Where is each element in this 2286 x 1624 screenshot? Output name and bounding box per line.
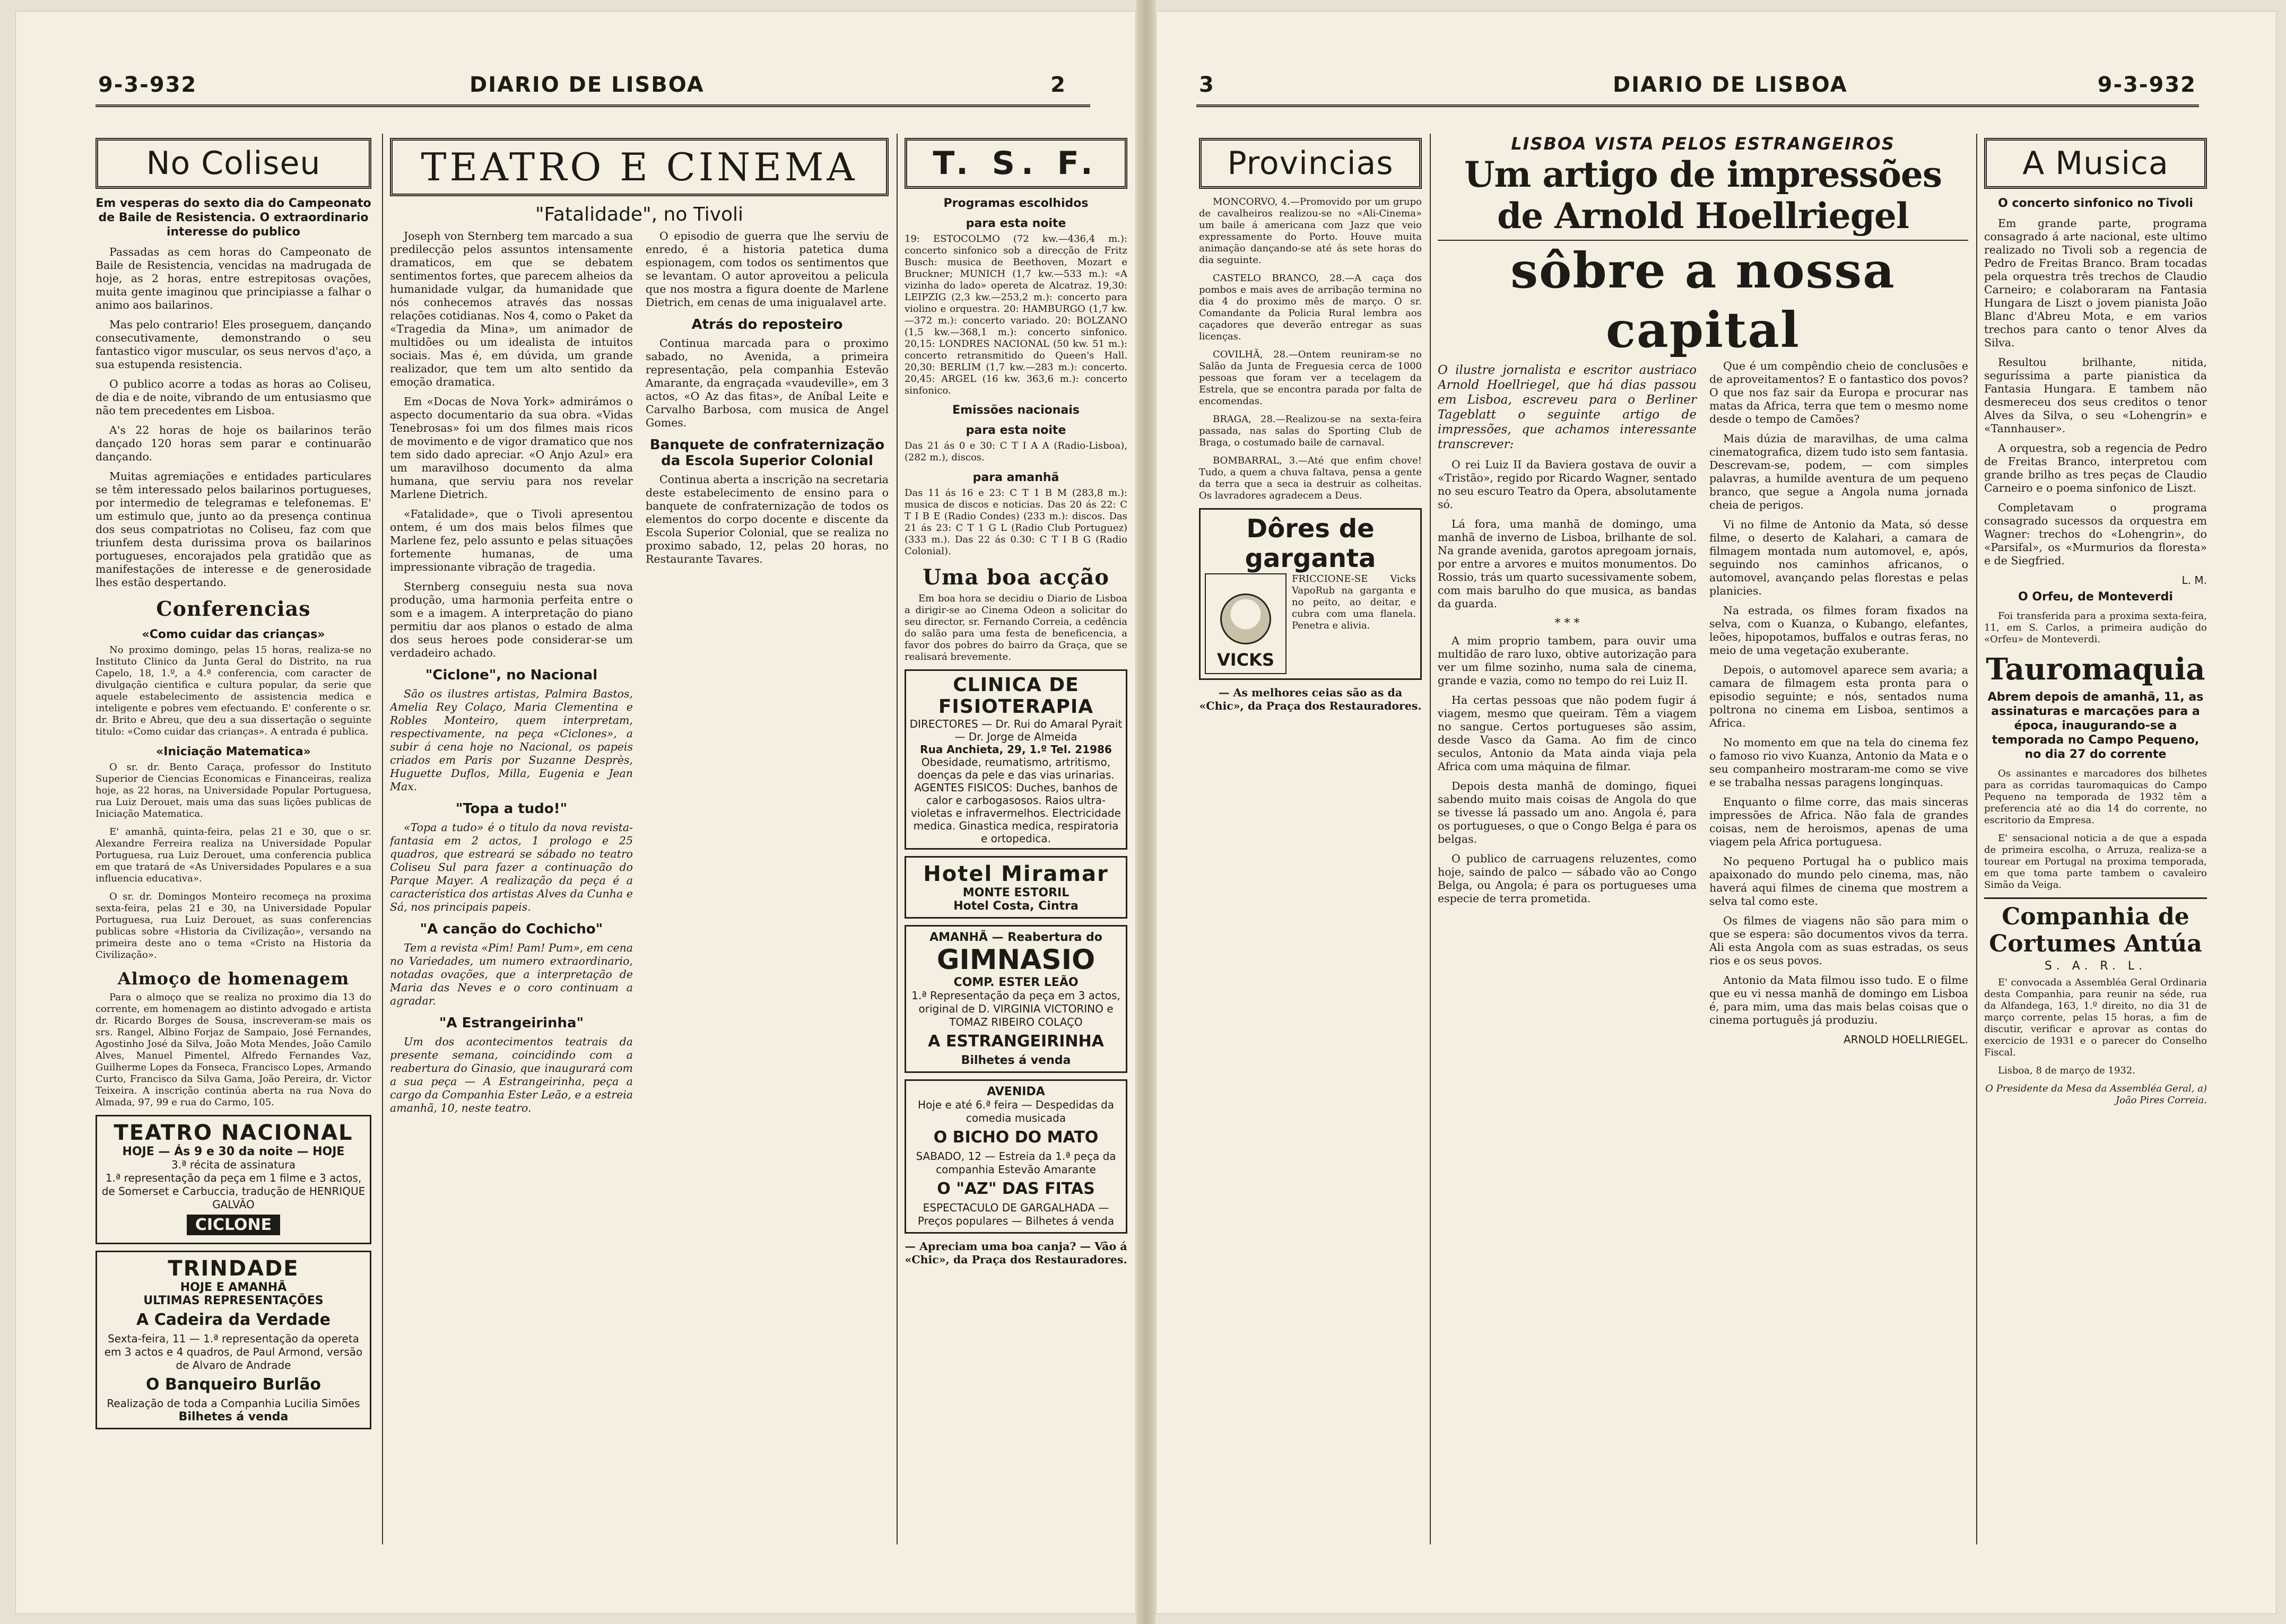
article-subcol-b — [1709, 360, 1968, 1046]
article-para: Antonio da Mata filmou isso tudo. E o filme que eu vi nessa manhã de domingo em Lisboa é, para mim, uma das mais belas coisas que o cinema português já produziu. — [1709, 974, 1968, 1026]
tauromaquia-subhead: Abrem depois de amanhã, 11, as assinaturas e marcações para a época, inaugurando-se a temporada no Campo Pequeno, no dia 27 do corrente — [1987, 691, 2204, 761]
orfeu-title: O Orfeu, de Monteverdi — [2018, 590, 2173, 604]
coliseu-title: No Coliseu — [146, 145, 321, 182]
estrangeirinha-text: Um dos acontecimentos teatrais da presente semana, coincidindo com a reabertura do Ginasio, que inaugurará com a sua peça — A Estrangeirinha, peça a cargo da Companhia Ester Leão, e a estreia amanhã, 10, neste teatro. — [390, 1035, 633, 1114]
header-title: DIARIO DE LISBOA — [1613, 73, 1848, 97]
av-foot: ESPECTACULO DE GARGALHADA — Preços populares — Bilhetes á venda — [917, 1201, 1115, 1227]
musica-para: A orquestra, sob a regencia de Pedro de Freitas Branco, interpretou com grande brilho as tres peças de Claudio Carneiro e o poema sinfonico de Liszt. — [1984, 442, 2207, 494]
article-subcol-a — [1438, 360, 1697, 1046]
tr-desc: Sexta-feira, 11 — 1.ª representação da opereta em 3 actos e 4 quadros, de Paul Armond, versão de Alvaro de Andrade — [104, 1332, 363, 1372]
coliseu-subhead: Em vesperas do sexto dia do Campeonato de Baile de Resistencia. O extraordinario interesse do publico — [95, 197, 371, 239]
companhia-sarl: S. A. R. L. — [2044, 959, 2147, 973]
clinica-address: Rua Anchieta, 29, 1.º Tel. 21986 — [920, 743, 1112, 756]
amanha-title: para amanhã — [972, 471, 1059, 484]
header-rule — [1196, 104, 2199, 107]
left-page — [16, 12, 1135, 1613]
prov-text: MONCORVO, 4.—Promovido por um grupo de cavalheiros realizou-se no «Ali-Cinema» um baile á americana com Jazz que veio expressamente do Porto. Houve muita animação dançando-se até ás sete horas do dia seguinte. — [1199, 196, 1422, 266]
companhia-title: Companhia de Cortumes Antúa — [1984, 897, 2207, 957]
teatro-nacional-ad — [95, 1115, 371, 1244]
left-col-tsf — [905, 134, 1127, 1555]
emis-text: Das 21 ás 0 e 30: C T I A A (Radio-Lisboa), (282 m.), discos. — [905, 440, 1127, 463]
right-col-musica — [1984, 134, 2207, 1555]
trindade-ad — [95, 1251, 371, 1429]
article-para: O rei Luiz II da Baviera gostava de ouvir a «Tristão», regido por Ricardo Wagner, sentado no seu escuro Teatro da Opera, absolutamente só. — [1438, 458, 1697, 511]
tsf-title: T. S. F. — [933, 145, 1099, 182]
tr-play2: O Banqueiro Burlão — [146, 1375, 321, 1394]
almoco-title: Almoço de homenagem — [117, 968, 350, 989]
tsf-box — [905, 138, 1127, 189]
ciclone-title: "Ciclone", no Nacional — [425, 667, 598, 683]
prog-text: 19: ESTOCOLMO (72 kw.—436,4 m.): concerto sinfonico sob a direcção de Fritz Busch: musica de Beethoven, Mozart e Bruckner; MUNICH (1,7 kw.—533 m.): «A vizinha do lado» opereta de Alcatraz. 19,30: LEIPZIG (2,3 kw.—253,2 m.): concerto para violino e orquestra. 20: HAMBURGO (1,7 kw.—372 m.): concerto variado. 20: BOLZANO (1,5 kw.—368,1 m.): concerto sinfonico. 20,15: LONDRES NACIONAL (50 kw. 51 m.): concerto retransmitido do Queen's Hall. 20,30: BERLIM (1,7 kw.—283 m.): concerto. 20,45: ARGEL (16 kw. 363,6 m.): concerto sinfonico. — [905, 233, 1127, 396]
article-lead: O ilustre jornalista e escritor austriaco Arnold Hoellriegel, que há dias passou em Lisboa, escreveu para o Berliner Tageblatt o seguinte artigo de impressões, que achamos interessante transcrever: — [1438, 363, 1697, 451]
orfeu-text: Foi transferida para a proxima sexta-feira, 11, em S. Carlos, a primeira audição do «Orfeu» de Monteverdi. — [1984, 610, 2207, 645]
acao-text: Em boa hora se decidiu o Diario de Lisboa a dirigir-se ao Cinema Odeon a solicitar do seu director, sr. Fernando Correia, a cedência do salão para uma festa de beneficencia, a favor dos pobres do bairro da Graça, que se realisará brevemente. — [905, 593, 1127, 662]
av-text: SABADO, 12 — Estreia da 1.ª peça da companhia Estevão Amarante — [916, 1150, 1116, 1176]
header-date: 9-3-932 — [2097, 73, 2196, 97]
clinica-title: CLINICA DE FISIOTERAPIA — [938, 674, 1094, 718]
tr-ultimas: ULTIMAS REPRESENTAÇÕES — [143, 1294, 324, 1307]
article-para: Vi no filme de Antonio da Mata, só desse filme, o deserto de Kalahari, a camara de filmagem montada num automovel, e, após, seguindo nos caminhos africanos, o automovel, avançando pelas florestas e pelas planicies. — [1709, 518, 1968, 597]
article-signature: ARNOLD HOELLRIEGEL. — [1844, 1033, 1968, 1046]
conf3-text: E' amanhã, quinta-feira, pelas 21 e 30, que o sr. Alexandre Ferreira realiza na Universidade Popular Portuguesa, rua Luiz Derouet, uma conferencia publica em que tratará de «As Universidades Populares e a sua influencia educativa». — [95, 826, 371, 884]
gim-foot: Bilhetes á venda — [961, 1054, 1071, 1067]
reposteiro-text: Continua marcada para o proximo sabado, no Avenida, a primeira representação, pela companhia Estevão Amarante, da engraçada «vaudeville», em 3 actos, «O Az das fitas», de Aníbal Leite e Carvalho Barbosa, com musica de Angel Gomes. — [646, 337, 889, 429]
prog-title: Programas escolhidos — [943, 197, 1089, 210]
prov-text: BRAGA, 28.—Realizou-se na sexta-feira passada, nas salas do Sporting Club de Braga, o costumado baile de carnaval. — [1199, 414, 1422, 448]
banquete-text: Continua aberta a inscrição na secretaria deste estabelecimento de ensino para o banquete de confraternização de todos os elementos do corpo docente e discente da Escola Superior Colonial, que se realiza no proximo sabado, 12, pelas 20 horas, no Restaurante Tavares. — [646, 473, 889, 565]
coliseu-para: O publico acorre a todas as horas ao Coliseu, de dia e de noite, vibrando de um entusiasmo que não tem precedentes em Lisboa. — [95, 378, 371, 417]
header-page-number: 3 — [1199, 73, 1215, 97]
tr-side: HOJE E AMANHÃ — [180, 1281, 287, 1294]
gimnasio-ad — [905, 925, 1127, 1073]
column-separator — [1976, 134, 1977, 1544]
clinica-ad — [905, 669, 1127, 850]
tauromaquia-text: E' sensacional noticia a de que a espada de primeira escolha, o Arruza, realiza-se a tourear em Portugal na proxima temporada, em que toma parte tambem o cavaleiro Simão da Veiga. — [1984, 833, 2207, 890]
article-para: No momento em que na tela do cinema fez o famoso rio vivo Kuanza, Antonio da Mata e o seu companheiro mostraram-me como se vive e se trabalha nessas paragens longinquas. — [1709, 736, 1968, 789]
cochicho-text: Tem a revista «Pim! Pam! Pum», em cena no Variedades, um numero extraordinario, notadas ovações, que a interpretação de Maria das Neves e o coro continuam a agradar. — [390, 941, 633, 1007]
topa-title: "Topa a tudo!" — [455, 801, 568, 817]
tr-play: A Cadeira da Verdade — [136, 1311, 331, 1329]
gim-play: A ESTRANGEIRINHA — [928, 1032, 1104, 1051]
emis-sub: para esta noite — [966, 424, 1066, 437]
article-para: Mais dúzia de maravilhas, de uma calma cinematografica, dizem tudo isto sem fantasia. Descrevam-se, podem, — com simples palavras, a humilde aventura de um pequeno branco, que segue a Angola numa jornada cheia de perigos. — [1709, 432, 1968, 511]
tauromaquia-text: Os assinantes e marcadores dos bilhetes para as corridas tauromaquicas do Campo Pequeno na temporada de 1932 têm a preferencia até ao dia 14 do corrente, no escritorio da Empresa. — [1984, 768, 2207, 826]
right-page — [1157, 12, 2276, 1613]
av-sub: Hoje e até 6.ª feira — Despedidas da comedia musicada — [918, 1098, 1114, 1124]
tauromaquia-title: Tauromaquia — [1986, 652, 2205, 687]
page-spine — [1136, 0, 1155, 1624]
header-date: 9-3-932 — [98, 73, 197, 97]
tr-title: TRINDADE — [168, 1256, 299, 1281]
vicks-ad — [1199, 508, 1422, 680]
companhia-text: E' convocada a Assembléa Geral Ordinaria desta Companhia, para reunir na séde, rua da Alfandega, 163, 1.º direito, no dia 31 de março corrente, pelas 15 horas, a fim de discutir, verificar e aprovar as contas do exercicio de 1931 e o parecer do Conselho Fiscal. — [1984, 977, 2207, 1058]
clinica-directors: DIRECTORES — Dr. Rui do Amaral Pyrait — Dr. Jorge de Almeida — [909, 718, 1123, 743]
dores-title: Dôres de garganta — [1245, 514, 1376, 573]
almoco-text: Para o almoço que se realiza no proximo dia 13 do corrente, em homenagem ao distinto advogado e artista dr. Ricardo Borges de Sousa, inscreveram-se mais os srs. Rangel, Albino Forjaz de Sampaio, José Fernandes, Agostinho José da Silva, João Mota Mendes, João Camilo Alves, Manuel Pimentel, Alfredo Fernandes Vaz, Guilherme Lopes da Fonseca, Francisco Lopes, Armando Curto, Francisco da Silva Gama, João Pereira, dr. Victor Teixeira. A inscrição continúa aberta na rua Nova do Almada, 97, 99 e rua do Carmo, 105. — [95, 992, 371, 1108]
prov-text: COVILHÃ, 28.—Ontem reuniram-se no Salão da Junta de Freguesia cerca de 1000 pessoas que foram ver a tecelagem da Estrela, que se encontra parada por falta de encomendas. — [1199, 349, 1422, 407]
provincias-title: Provincias — [1227, 145, 1394, 182]
musica-signature: L. M. — [2181, 574, 2207, 587]
article-para: Depois, o automovel aparece sem avaria; a camara de filmagem esta pronta para o episodio seguinte; e nós, sentados numa poltrona no cinema em Lisboa, sentimos a Africa. — [1709, 663, 1968, 729]
fatalidade-para: Joseph von Sternberg tem marcado a sua predilecção pelos assuntos intensamente dramaticos, em que se debatem sentimentos fortes, que parecem alheios da humanidade vulgar, da humanidade que nós conhecemos através das nossas relações cotidianas. Nos 4, como o Paket da «Tragedia da Mina», um animador de multidões ou um idealista de intuitos sociais. Mas é, em dúvida, um grande realizador, que tem um alto sentido da emoção dramatica. — [390, 230, 633, 388]
tn-when: HOJE — Ás 9 e 30 da noite — HOJE — [122, 1145, 345, 1158]
article-headline: Um artigo de impressões de Arnold Hoellriegel — [1438, 154, 1968, 241]
article-para: No pequeno Portugal ha o publico mais apaixonado do mundo pelo cinema, mas, não haverá aqui filmes de cinema que mostrem a selva tal como este. — [1709, 855, 1968, 907]
section-stars: * * * — [1554, 617, 1580, 630]
miramar-ad — [905, 856, 1127, 919]
tn-play: CICLONE — [187, 1215, 280, 1235]
header-page-number: 2 — [1050, 73, 1066, 97]
article-para: A mim proprio tambem, para ouvir uma multidão de raro luxo, obtive autorização para ver um filme sozinho, numa sala de cinema, grande e vazia, como no tempo do rei Luiz II. — [1438, 634, 1697, 687]
tr-company: Realização de toda a Companhia Lucilia Simões — [107, 1397, 360, 1410]
coliseu-para: Muitas agremiações e entidades particulares se têm interessado pelos bailarinos portugueses, por intermedio de telegramas e telefonemas. E' um estimulo que, junto ao da presença continua dos seus compatriotas no Coliseu, faz com que triunfem desta durissima prova os bailarinos portugueses, encorajados pela gratidão que as manifestações de interesse e de generosidade lhes estão despertando. — [95, 470, 371, 589]
left-col-coliseu — [95, 134, 371, 1555]
article-para: Enquanto o filme corre, das mais sinceras impressões de Africa. Não fala de grandes coisas, nem de heroismos, apenas de uma viagem pela Africa portuguesa. — [1709, 796, 1968, 848]
header-title: DIARIO DE LISBOA — [470, 73, 705, 97]
topa-text: «Topa a tudo» é o titulo da nova revista-fantasia em 2 actos, 1 prologo e 25 quadros, que estreará se sábado no teatro Coliseu Sul para fazer a continuação do Parque Mayer. A realização da peça é a característica dos artistas Alves da Cunha e Sá, nos principais papeis. — [390, 821, 633, 913]
conferencias-title: Conferencias — [156, 597, 311, 621]
column-separator — [382, 134, 383, 1544]
conf1-text: No proximo domingo, pelas 15 horas, realiza-se no Instituto Clinico da Junta Geral do Distrito, na rua Capelo, 18, 1.º, a 4.ª conferencia, com caracter de divulgação cientifica e cultura popular, da serie que aquele estabelecimento de assistencia medica e inteligente e pobres vem efectuando. E' conferente o sr. dr. Brito e Abreu, que deu a sua dissertação o seguinte titulo: «Como cuidar das crianças». A entrada é publica. — [95, 644, 371, 737]
companhia-date: Lisboa, 8 de março de 1932. — [1998, 1065, 2136, 1076]
fatalidade-title: "Fatalidade", no Tivoli — [535, 204, 744, 225]
article-para: Que é um compêndio cheio de conclusões e de aproveitamentos? E o fantastico dos povos? O que nos faz sair da Europa e procurar nas matas da Africa, terra que tem o mesmo nome desde o tempo de Camões? — [1709, 360, 1968, 425]
teatro-title: TEATRO E CINEMA — [421, 145, 858, 189]
vicks-name: VICKS — [1217, 650, 1274, 670]
musica-para: Resultou brilhante, nitida, seguríssima a parte pianistica da Fantasia Hungara. E tambem não desmereceu dos seus creditos o tenor Alves da Silva, o seu «Lohengrin» e «Tannhauser». — [1984, 356, 2207, 435]
article-para: Depois desta manhã de domingo, fiquei sabendo muito mais coisas de Angola do que se tivesse lá passado um ano. Angola é, para os portugueses, o que o Congo Belga é para os belgas. — [1438, 780, 1697, 845]
article-para: Na estrada, os filmes foram fixados na selva, com o Kuanza, o Kubango, elefantes, leões, hipopotamos, buffalos e outras feras, no meio de uma vegetação exuberante. — [1709, 604, 1968, 657]
conf2-text: O sr. dr. Bento Caraça, professor do Instituto Superior de Ciencias Economicas e Financeiras, realiza hoje, as 22 horas, na Universidade Popular Portuguesa, rua Luiz Derouet, mais uma das suas lições publicas de Iniciação Matematica. — [95, 762, 371, 819]
prov-text: CASTELO BRANCO, 28.—A caça dos pombos e mais aves de arribação termina no dia 4 do proximo mês de março. O sr. Comandante da Policia Rural lembra aos caçadores que deverão entregar as suas licenças. — [1199, 273, 1422, 342]
prov-text: BOMBARRAL, 3.—Até que enfim chove! Tudo, a quem a chuva faltava, pensa a gente da terra que a seca ia destruir as colheitas. Os lavradores agradecem a Deus. — [1199, 455, 1422, 501]
fatalidade-para: O episodio de guerra que lhe serviu de enredo, é a historia patetica duma espionagem, com todos os sentimentos que se levantam. O autor aproveitou a pelicula que nos mostra a figura doente de Marlene Dietrich, em cenas de uma inigualavel arte. — [646, 230, 889, 309]
gim-text: 1.ª Representação da peça em 3 actos, original de D. VIRGINIA VICTORINO e TOMAZ RIBEIRO COLAÇO — [911, 989, 1120, 1028]
estrangeirinha-title: "A Estrangeirinha" — [439, 1015, 584, 1031]
gim-top: AMANHÃ — Reabertura do — [929, 931, 1102, 944]
miramar-title: Hotel Miramar — [923, 862, 1109, 886]
av-play: O BICHO DO MATO — [933, 1128, 1099, 1147]
teatro-subcol-a — [390, 230, 633, 1121]
column-separator — [1430, 134, 1431, 1544]
banquete-title: Banquete de confraternização da Escola Superior Colonial — [649, 437, 885, 469]
fatalidade-para: Sternberg conseguiu nesta sua nova produção, uma harmonia perfeita entre o som e a imagem. A interpretação do piano permitiu dar aos planos o estado de alma dos seus heroes pode considerar-se um verdadeiro achado. — [390, 580, 633, 659]
article-para: Ha certas pessoas que não podem fugir á viagem, mesmo que queiram. Têm a viagem no sangue. Certos portugueses são assim, desde Vasco da Gama. Ao fim de cinco seculos, Antonio da Mata ainda viaja pela Africa com uma máquina de filmar. — [1438, 694, 1697, 773]
column-separator — [897, 134, 898, 1544]
tn-desc: 1.ª representação da peça em 1 filme e 3 actos, de Somerset e Carbuccia, tradução de HENRIQUE GALVÃO — [101, 1172, 366, 1211]
conf2-title: «Iniciação Matematica» — [156, 745, 311, 758]
avenida-ad — [905, 1079, 1127, 1234]
article-kicker: LISBOA VISTA PELOS ESTRANGEIROS — [1511, 134, 1895, 154]
chic-text: — As melhores ceias são as da «Chic», da Praça dos Restauradores. — [1199, 686, 1422, 712]
av-title: AVENIDA — [987, 1085, 1045, 1098]
right-col-article — [1438, 134, 1968, 1555]
fatalidade-para: Em «Docas de Nova York» admirámos o aspecto documentario da sua obra. «Vidas Tenebrosas» foi um dos filmes mais ricos de movimento e de vigor dramatico que nos tem sido dado apreciar. «O Anjo Azul» era um maravilhoso documento da alma humana, que serviu para nos revelar Marlene Dietrich. — [390, 395, 633, 501]
coliseu-para: A's 22 horas de hoje os bailarinos terão dançado 120 horas sem parar e continuarão dançando. — [95, 424, 371, 463]
article-para: Lá fora, uma manhã de domingo, uma manhã de inverno de Lisboa, brilhante de sol. Na grande avenida, garotos apregoam jornais, por entre a arvores e muitos monumentos. Do Rossio, trás um quarto sucessivamente sobem, com mais barulho do que musica, as bandas da guarda. — [1438, 518, 1697, 610]
musica-box — [1984, 138, 2207, 189]
article-para: Os filmes de viagens não são para mim o que se espera: são documentos vivos da terra. Ali esta Angola com as suas estradas, os seus rios e os seus povos. — [1709, 914, 1968, 967]
article-subheadline: sôbre a nossa capital — [1510, 242, 1896, 359]
coliseu-box — [95, 138, 371, 189]
musica-para: Completavam o programa consagrado sucessos da orquestra em Wagner: trechos do «Lohengrin», do «Parsifal», os «Murmurios da floresta» e de Siegfried. — [1984, 501, 2207, 567]
reposteiro-title: Atrás do reposteiro — [691, 317, 843, 333]
header-rule — [95, 104, 1090, 107]
dores-text: FRICCIONE-SE Vicks VapoRub na garganta e no peito, ao deitar, e cubra com uma flanela. Penetra e alivia. — [1292, 573, 1416, 631]
tr-tickets: Bilhetes á venda — [178, 1410, 289, 1424]
provincias-box — [1199, 138, 1422, 189]
left-page-header — [98, 67, 1088, 99]
musica-subhead: O concerto sinfonico no Tivoli — [1998, 197, 2193, 210]
conf4-text: O sr. dr. Domingos Monteiro recomeça na proxima sexta-feira, pelas 21 e 30, na Universidade Popular Portuguesa, rua Luiz Derouet, as suas conferencias publicas sobre «Historia da Civilização», versando na primeira deste ano o tema «Cristo na Historia da Civilização». — [95, 891, 371, 961]
vicks-logo — [1205, 573, 1287, 674]
tn-recita: 3.ª récita de assinatura — [171, 1158, 295, 1171]
companhia-signature: O Presidente da Mesa da Assembléa Geral, a) João Pires Correia. — [1985, 1083, 2207, 1106]
coliseu-para: Passadas as cem horas do Campeonato de Baile de Resistencia, vencidas na madrugada de hoje, as 2 horas, entre estrepitosas ovações, muita gente imaginou que principiasse a falhar o animo aos bailarinos. — [95, 246, 371, 311]
amanha-text: Das 11 ás 16 e 23: C T 1 B M (283,8 m.): musica de discos e noticias. Das 20 ás 22: C T I B E (Radio Condes) (233 m.): discos. Das 21 ás 23: C T 1 G L (Radio Club Portuguez) (333 m.). Das 22 ás 0.30: C T I B G (Radio Colonial). — [905, 487, 1127, 557]
coliseu-para: Mas pelo contrario! Eles proseguem, dançando consecutivamente, demonstrando o seu fantastico vigor muscular, os seus nervos d'aço, a sua estupenda resistencia. — [95, 318, 371, 371]
emis-title: Emissões nacionais — [952, 404, 1080, 417]
cochicho-title: "A canção do Cochicho" — [420, 921, 603, 937]
conf1-title: «Como cuidar das crianças» — [142, 628, 325, 641]
musica-para: Em grande parte, programa consagrado á arte nacional, este ultimo realizado no Tivoli sob a regencia de Pedro de Freitas Branco. Bram tocadas pela orquestra três trechos de Claudio Carneiro; e colaboraram na Fantasia Hungara de Liszt o jovem pianista João Blanc d'Abreu Mota, e em varios trechos para canto o tenor Alves da Silva. — [1984, 217, 2207, 349]
teatro-subcol-b — [646, 230, 889, 1121]
fatalidade-para: «Fatalidade», que o Tivoli apresentou ontem, é um dos mais belos filmes que Marlene fez, pelo assunto e pelas situações fortemente humanas, de uma impressionante vibração de tragedia. — [390, 508, 633, 573]
prog-sub: para esta noite — [966, 217, 1066, 230]
tn-title: TEATRO NACIONAL — [114, 1121, 353, 1145]
ciclone-text: São os ilustres artistas, Palmira Bastos, Amelia Rey Colaço, Maria Clementina e Robles Monteiro, quem interpretam, respectivamente, na peça «Ciclones», a subir á cena hoje no Nacional, os papeis criados em Paris por Suzanne Desprès, Huguette Duflos, Milla, Eugenia e Jean Max. — [390, 687, 633, 793]
teatro-box — [390, 138, 889, 196]
miramar-l2: Hotel Costa, Cintra — [953, 900, 1079, 913]
gim-title: GIMNASIO — [936, 944, 1096, 976]
clinica-text: Obesidade, reumatismo, artritismo, doenças da pele e das vias urinarias. AGENTES FISICOS: Duches, banhos de calor e carbogasosos. Raios ultra-violetas e infravermelhos. Electricidade medica. Ginastica medica, respiratoria e ortopedica. — [911, 756, 1121, 845]
right-page-header — [1199, 67, 2196, 99]
canja-text: — Apreciam uma boa canja? — Vão á «Chic», da Praça dos Restauradores. — [905, 1240, 1127, 1266]
musica-title: A Musica — [2022, 145, 2169, 182]
gim-company: COMP. ESTER LEÃO — [953, 976, 1079, 989]
acao-title: Uma boa acção — [923, 565, 1109, 590]
article-para: O publico de carruagens reluzentes, como hoje, saindo de palco — sábado vão ao Congo Belga, ou Angola; é para os portugueses uma especie de terra prometida. — [1438, 852, 1697, 905]
right-col-provincias — [1199, 134, 1422, 1555]
av-play2: O "AZ" DAS FITAS — [937, 1180, 1095, 1198]
left-col-teatro — [390, 134, 889, 1555]
miramar-l1: MONTE ESTORIL — [962, 886, 1070, 900]
face-icon — [1220, 593, 1271, 644]
